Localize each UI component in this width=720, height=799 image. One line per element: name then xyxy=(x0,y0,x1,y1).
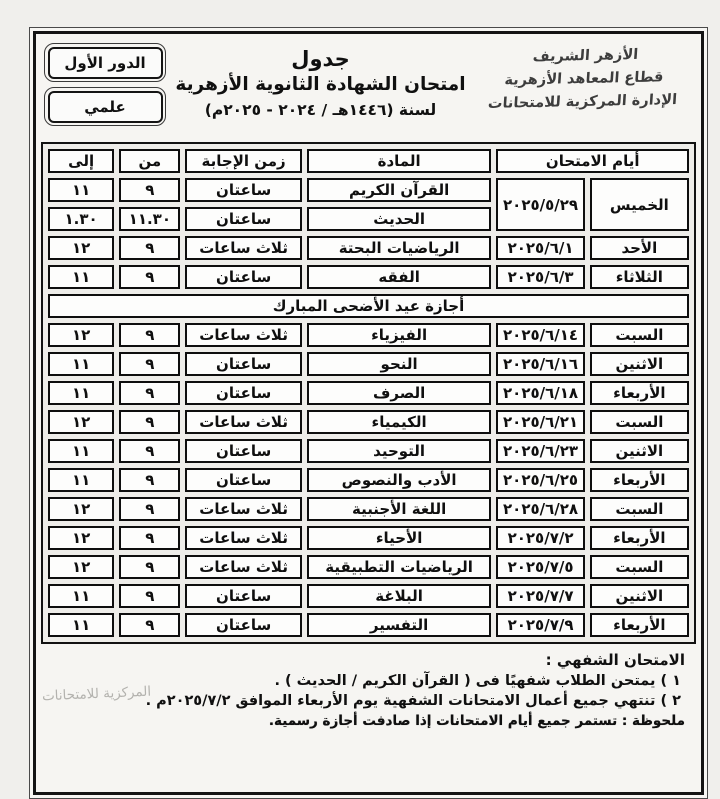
exam-row xyxy=(48,584,689,608)
exam-row xyxy=(48,468,689,492)
header-subject: المادة xyxy=(307,149,492,173)
exam-day-cell: الخميس xyxy=(590,178,689,231)
logo-line-2: قطاع المعاهد الأزهرية xyxy=(503,69,664,89)
exam-day-cell: السبت xyxy=(590,410,689,434)
duration-cell: ساعتان xyxy=(185,584,301,608)
from-time-cell: ٩ xyxy=(119,497,180,521)
header-from: من xyxy=(119,149,180,173)
exam-day-cell: الاثنين xyxy=(590,352,689,376)
round-label: الدور الأول xyxy=(48,47,163,79)
to-time-cell: ١١ xyxy=(48,178,114,202)
exam-schedule-table xyxy=(43,144,694,642)
exam-row xyxy=(48,352,689,376)
subject-cell: الصرف xyxy=(307,381,492,405)
from-time-cell: ٩ xyxy=(119,584,180,608)
to-time-cell: ١١ xyxy=(48,265,114,289)
subject-cell: البلاغة xyxy=(307,584,492,608)
title-year: لسنة (١٤٤٦هـ / ٢٠٢٤ - ٢٠٢٥م) xyxy=(204,101,437,119)
exam-date-cell: ٢٠٢٥/٧/٧ xyxy=(496,584,584,608)
duration-cell: ساعتان xyxy=(185,207,301,231)
subject-cell: الفقه xyxy=(307,265,492,289)
duration-cell: ثلاث ساعات xyxy=(185,323,301,347)
holiday-row xyxy=(48,294,689,318)
from-time-cell: ٩ xyxy=(119,352,180,376)
from-time-cell: ٩ xyxy=(119,265,180,289)
to-time-cell: ١.٣٠ xyxy=(48,207,114,231)
subject-cell: التفسير xyxy=(307,613,492,637)
header-duration: زمن الإجابة xyxy=(185,149,301,173)
subject-cell: التوحيد xyxy=(307,439,492,463)
title-word-schedule: جدول xyxy=(291,47,350,71)
subject-cell: القرآن الكريم xyxy=(307,178,492,202)
subject-cell: الكيمياء xyxy=(307,410,492,434)
from-time-cell: ٩ xyxy=(119,381,180,405)
exam-date-cell: ٢٠٢٥/٦/١٦ xyxy=(496,352,584,376)
from-time-cell: ٩ xyxy=(119,178,180,202)
exam-day-cell: الأربعاء xyxy=(590,468,689,492)
to-time-cell: ١١ xyxy=(48,584,114,608)
document-header xyxy=(40,40,697,142)
exam-date-cell: ٢٠٢٥/٦/٢١ xyxy=(496,410,584,434)
stamp-watermark: المركزية للامتحانات xyxy=(41,683,152,705)
exam-row xyxy=(48,497,689,521)
to-time-cell: ١١ xyxy=(48,381,114,405)
to-time-cell: ١١ xyxy=(48,439,114,463)
duration-cell: ساعتان xyxy=(185,178,301,202)
exam-row xyxy=(48,410,689,434)
exam-date-cell: ٢٠٢٥/٦/٢٥ xyxy=(496,468,584,492)
exam-date-cell: ٢٠٢٥/٧/٥ xyxy=(496,555,584,579)
from-time-cell: ٩ xyxy=(119,236,180,260)
from-time-cell: ٩ xyxy=(119,555,180,579)
round-label-box xyxy=(44,43,166,82)
to-time-cell: ١٢ xyxy=(48,555,114,579)
header-exam-days: أيام الامتحان xyxy=(496,149,689,173)
exam-day-cell: الأحد xyxy=(590,236,689,260)
exam-date-cell: ٢٠٢٥/٦/١ xyxy=(496,236,584,260)
exam-day-cell: الاثنين xyxy=(590,439,689,463)
subject-cell: النحو xyxy=(307,352,492,376)
duration-cell: ثلاث ساعات xyxy=(185,555,301,579)
oral-exam-footer xyxy=(40,644,697,729)
exam-day-cell: الأربعاء xyxy=(590,526,689,550)
document-frame-inner xyxy=(33,31,704,795)
duration-cell: ساعتان xyxy=(185,265,301,289)
to-time-cell: ١٢ xyxy=(48,323,114,347)
exam-row xyxy=(48,178,689,202)
subject-cell: الأحياء xyxy=(307,526,492,550)
document-frame xyxy=(29,27,708,799)
exam-row xyxy=(48,613,689,637)
duration-cell: ثلاث ساعات xyxy=(185,526,301,550)
subject-cell: الأدب والنصوص xyxy=(307,468,492,492)
exam-row xyxy=(48,323,689,347)
to-time-cell: ١٢ xyxy=(48,410,114,434)
exam-date-cell: ٢٠٢٥/٧/٢ xyxy=(496,526,584,550)
exam-day-cell: الأربعاء xyxy=(590,613,689,637)
to-time-cell: ١٢ xyxy=(48,497,114,521)
exam-day-cell: الاثنين xyxy=(590,584,689,608)
exam-day-cell: السبت xyxy=(590,497,689,521)
oral-exam-note-1: ١ ) يمتحن الطلاب شفهيًا فى ( القرآن الكريم / الحديث ) . xyxy=(274,673,681,689)
from-time-cell: ٩ xyxy=(119,468,180,492)
duration-cell: ساعتان xyxy=(185,439,301,463)
exam-day-cell: الأربعاء xyxy=(590,381,689,405)
duration-cell: ساعتان xyxy=(185,381,301,405)
oral-exam-note-2: ٢ ) تنتهي جميع أعمال الامتحانات الشفهية يوم الأربعاء الموافق ٢٠٢٥/٧/٢م . xyxy=(145,693,681,709)
title-exam-name: امتحان الشهادة الثانوية الأزهرية xyxy=(175,74,466,95)
logo-line-1: الأزهر الشريف xyxy=(532,46,639,66)
duration-cell: ساعتان xyxy=(185,613,301,637)
exam-date-cell: ٢٠٢٥/٧/٩ xyxy=(496,613,584,637)
exam-day-cell: السبت xyxy=(590,555,689,579)
from-time-cell: ١١.٣٠ xyxy=(119,207,180,231)
footer-remark: ملحوظة : تستمر جميع أيام الامتحانات إذا صادفت أجازة رسمية. xyxy=(268,713,685,729)
from-time-cell: ٩ xyxy=(119,526,180,550)
exam-date-cell: ٢٠٢٥/٦/٢٨ xyxy=(496,497,584,521)
track-label: علمي xyxy=(48,91,163,123)
exam-table-body xyxy=(48,178,689,637)
to-time-cell: ١١ xyxy=(48,613,114,637)
to-time-cell: ١٢ xyxy=(48,526,114,550)
exam-table-frame xyxy=(41,142,696,644)
from-time-cell: ٩ xyxy=(119,323,180,347)
exam-date-cell: ٢٠٢٥/٦/٣ xyxy=(496,265,584,289)
duration-cell: ساعتان xyxy=(185,352,301,376)
exam-row xyxy=(48,381,689,405)
exam-day-cell: السبت xyxy=(590,323,689,347)
track-label-box xyxy=(44,87,166,126)
duration-cell: ثلاث ساعات xyxy=(185,497,301,521)
from-time-cell: ٩ xyxy=(119,613,180,637)
exam-day-cell: الثلاثاء xyxy=(590,265,689,289)
subject-cell: الرياضيات التطبيقية xyxy=(307,555,492,579)
table-header-row xyxy=(48,149,689,173)
azhar-calligraphy-logo xyxy=(472,40,695,117)
duration-cell: ساعتان xyxy=(185,468,301,492)
to-time-cell: ١١ xyxy=(48,468,114,492)
duration-cell: ثلاث ساعات xyxy=(185,236,301,260)
logo-line-3: الإدارة المركزية للامتحانات xyxy=(487,92,678,113)
exam-date-cell: ٢٠٢٥/٦/١٤ xyxy=(496,323,584,347)
subject-cell: الحديث xyxy=(307,207,492,231)
from-time-cell: ٩ xyxy=(119,439,180,463)
exam-row xyxy=(48,439,689,463)
duration-cell: ثلاث ساعات xyxy=(185,410,301,434)
subject-cell: اللغة الأجنبية xyxy=(307,497,492,521)
exam-row xyxy=(48,265,689,289)
to-time-cell: ١٢ xyxy=(48,236,114,260)
oral-exam-heading: الامتحان الشفهي : xyxy=(545,651,685,669)
exam-date-cell: ٢٠٢٥/٦/١٨ xyxy=(496,381,584,405)
holiday-cell: أجازة عيد الأضحى المبارك xyxy=(48,294,689,318)
header-to: إلى xyxy=(48,149,114,173)
exam-date-cell: ٢٠٢٥/٦/٢٣ xyxy=(496,439,584,463)
exam-row xyxy=(48,236,689,260)
subject-cell: الرياضيات البحتة xyxy=(307,236,492,260)
exam-row xyxy=(48,526,689,550)
exam-row xyxy=(48,555,689,579)
subject-cell: الفيزياء xyxy=(307,323,492,347)
to-time-cell: ١١ xyxy=(48,352,114,376)
exam-date-cell: ٢٠٢٥/٥/٢٩ xyxy=(496,178,584,231)
corner-labels xyxy=(44,42,166,126)
document-title xyxy=(166,42,475,119)
from-time-cell: ٩ xyxy=(119,410,180,434)
